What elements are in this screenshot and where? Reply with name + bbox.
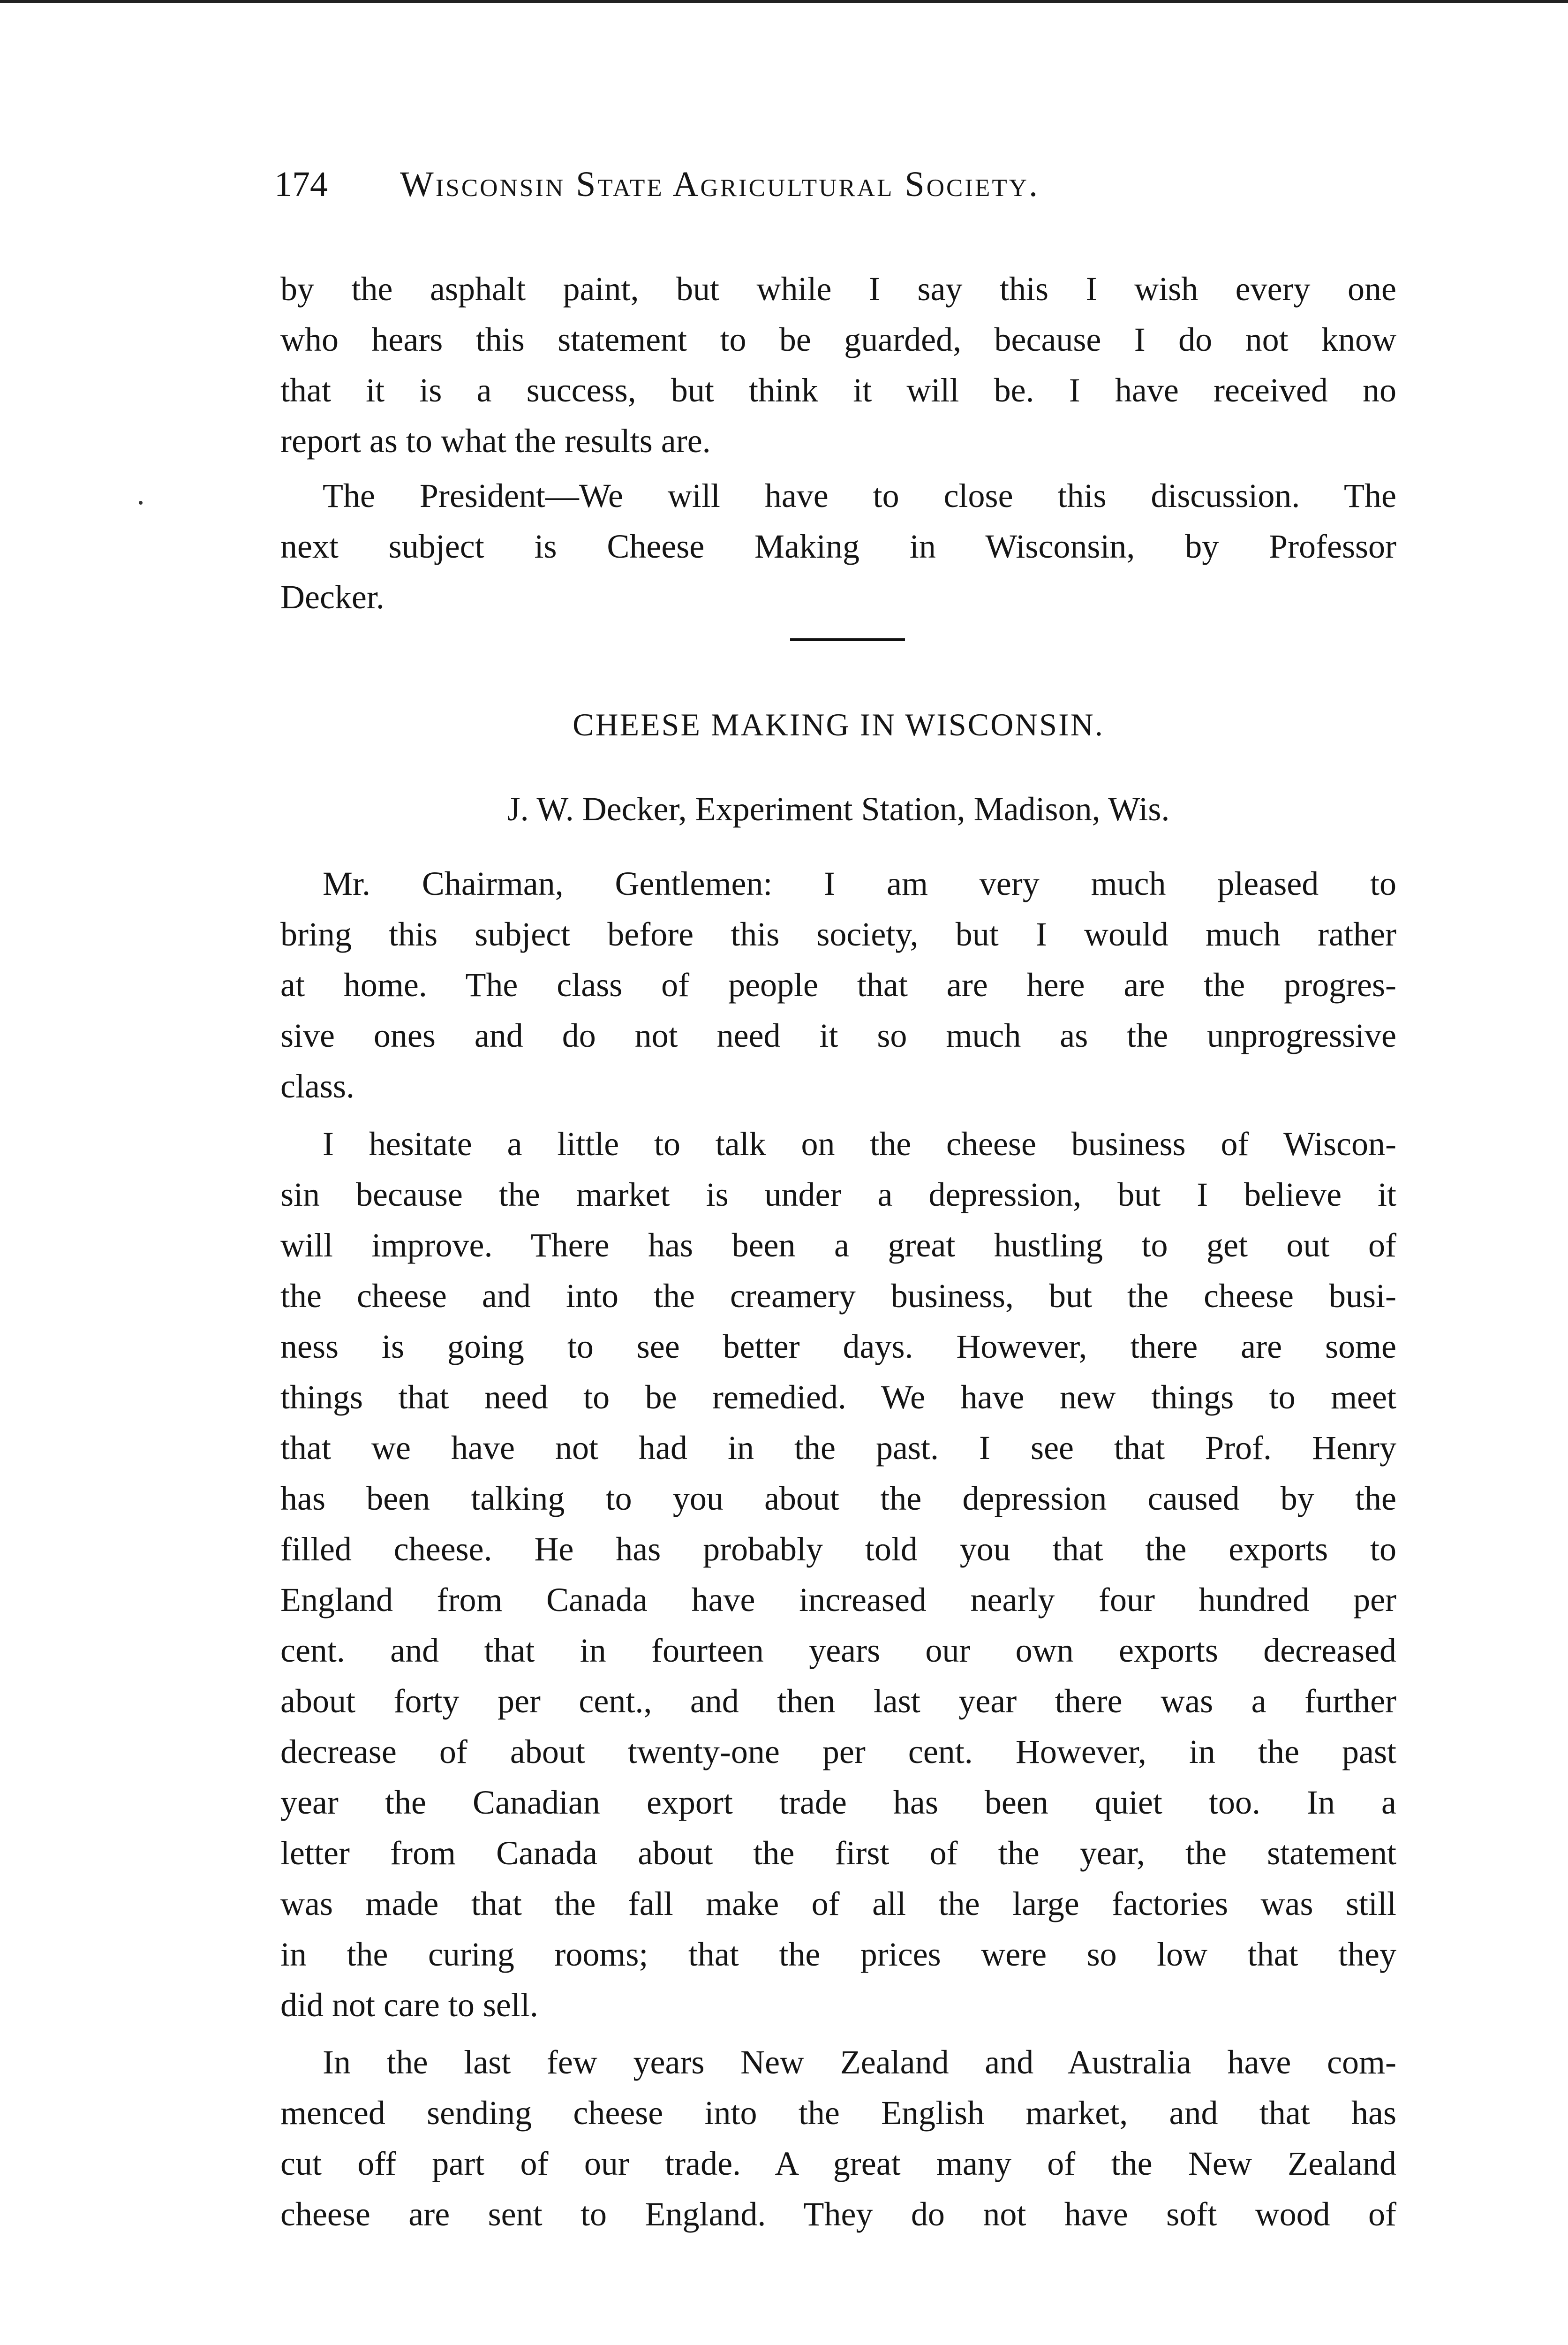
text-line: Decker. <box>280 578 384 616</box>
scan-speck <box>139 501 143 505</box>
text-line: sin because the market is under a depression, but I believe it <box>280 1176 1396 1213</box>
section-heading: CHEESE MAKING IN WISCONSIN. <box>573 707 1104 742</box>
text-line: who hears this statement to be guarded, because I do not know <box>280 321 1396 358</box>
text-line: cut off part of our trade. A great many of the New Zealand <box>280 2145 1396 2182</box>
text-line: that it is a success, but think it will be. I have received no <box>280 371 1396 409</box>
text-line: year the Canadian export trade has been quiet too. In a <box>280 1784 1396 1821</box>
text-line: cent. and that in fourteen years our own exports decreased <box>280 1632 1396 1669</box>
text-line: that we have not had in the past. I see that Prof. Henry <box>280 1429 1396 1467</box>
text-line: about forty per cent., and then last year there was a further <box>280 1682 1396 1720</box>
page-number: 174 <box>274 165 328 204</box>
text-line: things that need to be remedied. We have new things to meet <box>280 1378 1396 1416</box>
text-line: The President—We will have to close this discussion. The <box>323 477 1396 514</box>
page-top-edge <box>0 0 1568 3</box>
page-header <box>274 159 1414 210</box>
text-line: at home. The class of people that are here are the progres- <box>280 966 1396 1004</box>
text-line: has been talking to you about the depression caused by the <box>280 1480 1396 1517</box>
text-line: did not care to sell. <box>280 1986 538 2024</box>
text-line: Mr. Chairman, Gentlemen: I am very much pleased to <box>323 865 1396 902</box>
text-line: ness is going to see better days. However, there are some <box>280 1328 1396 1365</box>
text-line: by the asphalt paint, but while I say this I wish every one <box>280 270 1396 308</box>
text-line: will improve. There has been a great hustling to get out of <box>280 1226 1396 1264</box>
text-line: decrease of about twenty-one per cent. However, in the past <box>280 1733 1396 1770</box>
text-line: sive ones and do not need it so much as the unprogressive <box>280 1017 1396 1054</box>
text-line: in the curing rooms; that the prices were so low that they <box>280 1936 1396 1973</box>
text-line: class. <box>280 1067 354 1105</box>
section-divider <box>790 638 905 641</box>
text-line: I hesitate a little to talk on the cheese business of Wiscon- <box>323 1125 1396 1163</box>
text-line: the cheese and into the creamery business, but the cheese busi- <box>280 1277 1396 1315</box>
text-line: next subject is Cheese Making in Wisconsin, by Professor <box>280 528 1396 565</box>
text-line: filled cheese. He has probably told you that the exports to <box>280 1530 1396 1568</box>
text-line: bring this subject before this society, but I would much rather <box>280 915 1396 953</box>
text-line: letter from Canada about the first of the year, the statement <box>280 1834 1396 1872</box>
text-line: menced sending cheese into the English market, and that has <box>280 2094 1396 2132</box>
text-line: In the last few years New Zealand and Australia have com- <box>323 2043 1396 2081</box>
text-line: cheese are sent to England. They do not have soft wood of <box>280 2195 1396 2233</box>
running-title: Wisconsin State Agricultural Society. <box>400 165 1040 204</box>
text-line: report as to what the results are. <box>280 422 711 460</box>
text-line: England from Canada have increased nearly four hundred per <box>280 1581 1396 1619</box>
author-byline: J. W. Decker, Experiment Station, Madison, Wis. <box>507 790 1170 828</box>
text-line: was made that the fall make of all the large factories was still <box>280 1885 1396 1922</box>
